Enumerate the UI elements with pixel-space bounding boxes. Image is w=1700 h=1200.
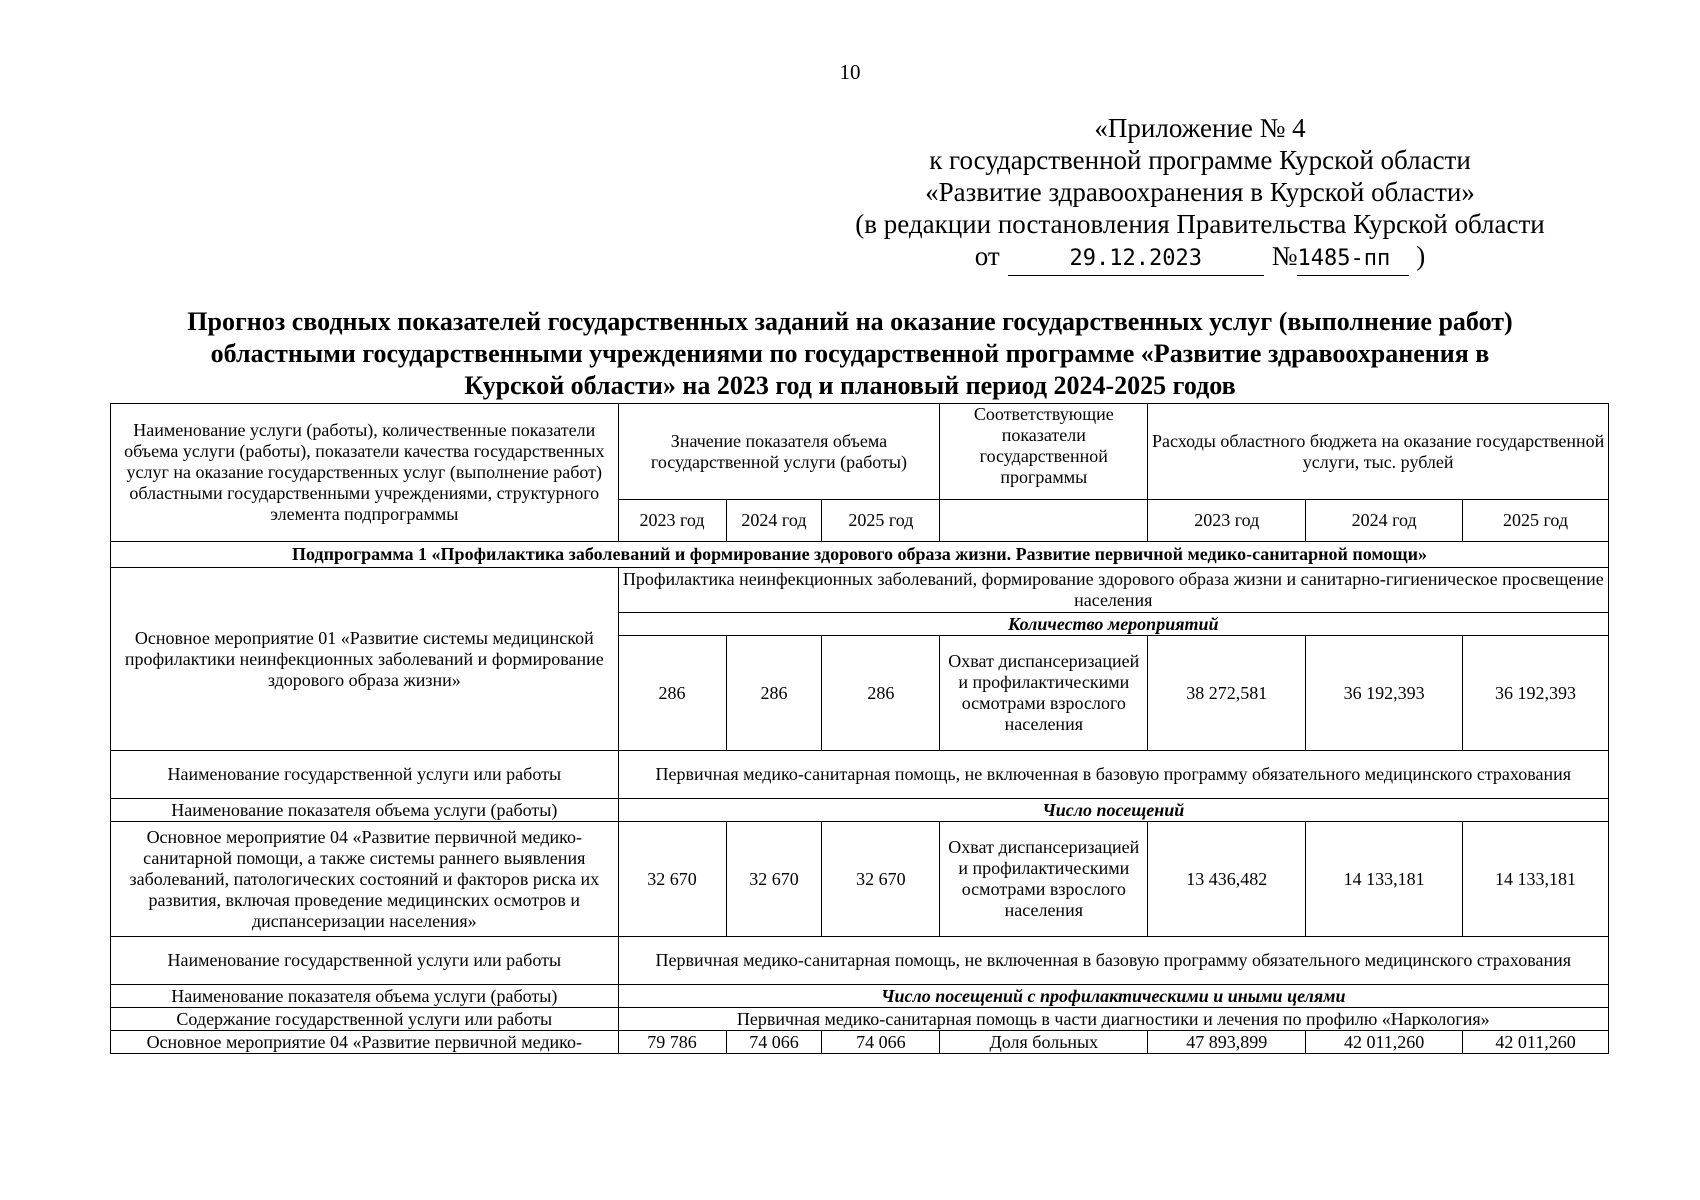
block3-expense-2024: 42 011,260	[1306, 1031, 1463, 1054]
header-value: Значение показателя объема государственной услуги (работы)	[618, 404, 940, 500]
block3-indicator: Доля больных	[940, 1031, 1148, 1054]
block1-indicator: Охват диспансеризацией и профилактическими осмотрами взрослого населения	[940, 636, 1148, 751]
block2-value-2023: 32 670	[618, 822, 726, 937]
block2-expense-2025: 14 133,181	[1463, 822, 1609, 937]
block3-measure-label: Наименование показателя объема услуги (работы)	[111, 985, 619, 1008]
block1-value-2024: 286	[726, 636, 822, 751]
block1-event: Основное мероприятие 01 «Развитие системы медицинской профилактики неинфекционных заболеваний и формирование здорового образа жизни»	[111, 568, 619, 751]
indicators-table	[110, 403, 1609, 1054]
header-indicators: Соответствующие показатели государственной программы	[940, 404, 1148, 500]
resolution-date: 29.12.2023	[1008, 243, 1264, 276]
block3-value-2024: 74 066	[726, 1031, 822, 1054]
number-label: №	[1271, 241, 1298, 271]
appendix-line-3: «Развитие здравоохранения в Курской области»	[925, 177, 1475, 207]
appendix-header	[790, 112, 1610, 276]
block2-value-2024: 32 670	[726, 822, 822, 937]
block1-expense-2025: 36 192,393	[1463, 636, 1609, 751]
block3-value-2023: 79 786	[618, 1031, 726, 1054]
year-value-2024: 2024 год	[726, 500, 822, 542]
year-value-2025: 2025 год	[822, 500, 940, 542]
block2-indicator: Охват диспансеризацией и профилактическими осмотрами взрослого населения	[940, 822, 1148, 937]
subprogram-title: Подпрограмма 1 «Профилактика заболеваний и формирование здорового образа жизни. Развитие первичной медико-санитарной помощи»	[111, 542, 1609, 568]
title-line-3: Курской области» на 2023 год и плановый период 2024-2025 годов	[464, 371, 1236, 400]
block3-data-row	[111, 1031, 1609, 1054]
year-expense-2023: 2023 год	[1148, 500, 1306, 542]
block2-event: Основное мероприятие 04 «Развитие первичной медико-санитарной помощи, а также системы раннего выявления заболеваний, патологических состояний и факторов риска их развития, включая проведение медицинских осмотров и диспансеризации населения»	[111, 822, 619, 937]
subprogram-row	[111, 542, 1609, 568]
block3-service-label: Наименование государственной услуги или работы	[111, 937, 619, 985]
page-number: 10	[839, 60, 861, 84]
year-expense-2025: 2025 год	[1463, 500, 1609, 542]
appendix-line-2: к государственной программе Курской области	[929, 145, 1471, 175]
block1-expense-2024: 36 192,393	[1306, 636, 1463, 751]
closing-paren: )	[1416, 241, 1426, 271]
year-value-2023: 2023 год	[618, 500, 726, 542]
block2-value-2025: 32 670	[822, 822, 940, 937]
block3-expense-2025: 42 011,260	[1463, 1031, 1609, 1054]
block3-expense-2023: 47 893,899	[1148, 1031, 1306, 1054]
block2-expense-2023: 13 436,482	[1148, 822, 1306, 937]
title-line-1: Прогноз сводных показателей государственных заданий на оказание государственных услуг (выполнение работ)	[187, 307, 1513, 336]
appendix-line-4: (в редакции постановления Правительства Курской области	[855, 209, 1545, 239]
block1-expense-2023: 38 272,581	[1148, 636, 1306, 751]
block3-value-2025: 74 066	[822, 1031, 940, 1054]
block3-event: Основное мероприятие 04 «Развитие первичной медико-	[111, 1031, 619, 1054]
block1-value-2025: 286	[822, 636, 940, 751]
block3-measure: Число посещений с профилактическими и иными целями	[618, 985, 1608, 1008]
block1-service: Профилактика неинфекционных заболеваний, формирование здорового образа жизни и санитарно-гигиеническое просвещение населения	[618, 568, 1608, 613]
block2-service-row	[111, 751, 1609, 799]
title-line-2: областными государственными учреждениями по государственной программе «Развитие здравоохранения в	[210, 339, 1490, 368]
header-expenses: Расходы областного бюджета на оказание государственной услуги, тыс. рублей	[1148, 404, 1609, 500]
header-row	[111, 404, 1609, 500]
block3-content-row	[111, 1008, 1609, 1031]
appendix-date-line	[790, 240, 1610, 276]
block2-data-row	[111, 822, 1609, 937]
block3-service: Первичная медико-санитарная помощь, не включенная в базовую программу обязательного медицинского страхования	[618, 937, 1608, 985]
block1-service-row	[111, 568, 1609, 613]
block1-value-2023: 286	[618, 636, 726, 751]
block3-measure-row	[111, 985, 1609, 1008]
header-name: Наименование услуги (работы), количественные показатели объема услуги (работы), показатели качества государственных услуг на оказание государственных услуг (выполнение работ) областными государственными учреждениями, структурного элемента подпрограммы	[111, 404, 619, 542]
block1-measure: Количество мероприятий	[618, 613, 1608, 636]
block2-measure-label: Наименование показателя объема услуги (работы)	[111, 799, 619, 822]
header-indicators-empty	[940, 500, 1148, 542]
from-label: от	[974, 241, 1000, 271]
resolution-number: 1485-пп	[1297, 243, 1409, 276]
block3-service-row	[111, 937, 1609, 985]
block2-service-label: Наименование государственной услуги или работы	[111, 751, 619, 799]
block2-measure: Число посещений	[618, 799, 1608, 822]
appendix-line-1: «Приложение № 4	[1094, 113, 1306, 143]
block2-service: Первичная медико-санитарная помощь, не включенная в базовую программу обязательного медицинского страхования	[618, 751, 1608, 799]
year-expense-2024: 2024 год	[1306, 500, 1463, 542]
block2-measure-row	[111, 799, 1609, 822]
block3-content: Первичная медико-санитарная помощь в части диагностики и лечения по профилю «Наркология»	[618, 1008, 1608, 1031]
block3-content-label: Содержание государственной услуги или работы	[111, 1008, 619, 1031]
document-title	[110, 306, 1590, 402]
block2-expense-2024: 14 133,181	[1306, 822, 1463, 937]
